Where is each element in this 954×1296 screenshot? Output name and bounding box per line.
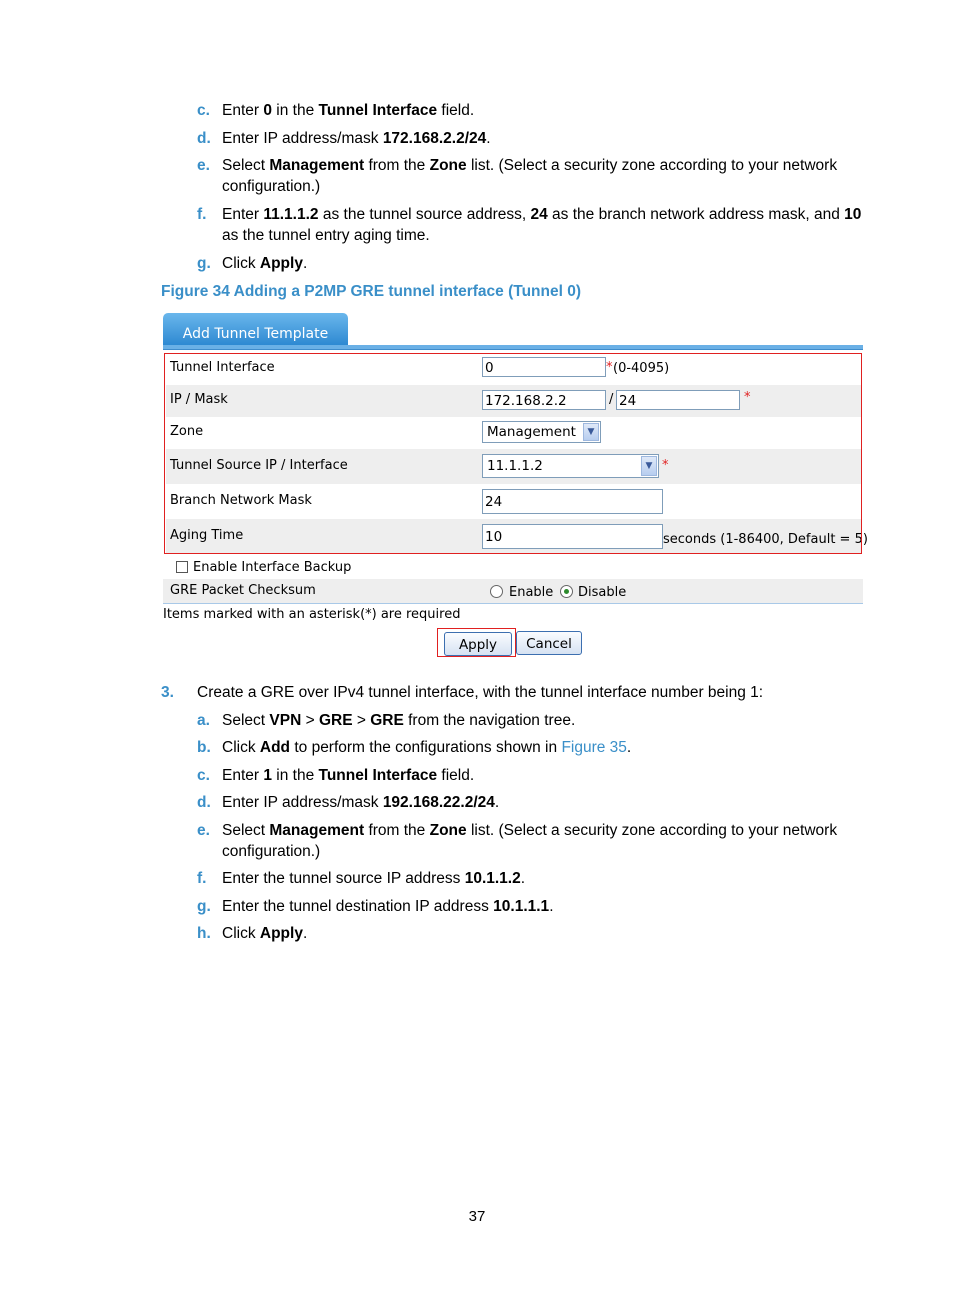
step-letter: c.	[197, 767, 210, 784]
step-text: Select VPN > GRE > GRE from the navigation tree.	[222, 712, 576, 729]
disable-radio-label: Disable	[578, 585, 627, 600]
chevron-down-icon[interactable]: ▼	[583, 423, 599, 441]
required-fields-note: Items marked with an asterisk(*) are required	[163, 607, 461, 622]
ip-mask-separator: /	[609, 392, 614, 407]
step-text: Select Management from the Zone list. (Select a security zone according to your network configuration.)	[222, 822, 838, 860]
step-text: Enter IP address/mask 172.168.2.2/24.	[222, 130, 491, 147]
branch-mask-input[interactable]: 24	[482, 489, 663, 514]
aging-time-label: Aging Time	[170, 528, 244, 543]
step-letter: e.	[197, 822, 210, 839]
ip-address-input[interactable]: 172.168.2.2	[482, 390, 606, 410]
tunnel-interface-input[interactable]: 0	[482, 357, 606, 377]
step-letter: c.	[197, 102, 210, 119]
step-text: Enter IP address/mask 192.168.22.2/24.	[222, 794, 500, 811]
step-letter: g.	[197, 898, 211, 915]
enable-radio[interactable]	[490, 585, 503, 598]
step-text: Select Management from the Zone list. (Select a security zone according to your network configuration.)	[222, 157, 838, 195]
chevron-down-icon[interactable]: ▼	[641, 456, 657, 476]
tunnel-source-label: Tunnel Source IP / Interface	[170, 458, 348, 473]
step-letter: f.	[197, 870, 207, 887]
step-letter: e.	[197, 157, 210, 174]
tunnel-template-form	[160, 312, 868, 662]
cancel-button[interactable]: Cancel	[516, 631, 582, 655]
required-asterisk: *	[744, 390, 751, 405]
step-text: Enter 1 in the Tunnel Interface field.	[222, 767, 475, 784]
step-letter: a.	[197, 712, 210, 729]
step-text: Click Add to perform the configurations shown in Figure 35.	[222, 739, 632, 756]
enable-backup-checkbox[interactable]	[176, 561, 188, 573]
step-letter: g.	[197, 255, 211, 272]
figure-35-link[interactable]: Figure 35	[561, 739, 627, 756]
step-letter: h.	[197, 925, 211, 942]
step-text: Enter 11.1.1.2 as the tunnel source address, 24 as the branch network address mask, and 10 as the tunnel entry aging time.	[222, 206, 862, 244]
disable-radio[interactable]	[560, 585, 573, 598]
required-asterisk: *	[662, 458, 669, 473]
step-letter: d.	[197, 794, 211, 811]
step-text: Click Apply.	[222, 255, 308, 272]
gre-checksum-label: GRE Packet Checksum	[170, 583, 316, 598]
step-text: Enter the tunnel destination IP address 10.1.1.1.	[222, 898, 554, 915]
branch-mask-label: Branch Network Mask	[170, 493, 312, 508]
zone-select-value: Management	[487, 424, 576, 440]
tunnel-interface-label: Tunnel Interface	[170, 360, 275, 375]
ip-mask-label: IP / Mask	[170, 392, 228, 407]
tunnel-interface-range: (0-4095)	[613, 361, 670, 376]
required-asterisk: *	[606, 360, 613, 375]
aging-time-range: seconds (1-86400, Default = 5)	[663, 532, 868, 547]
step-text: Enter 0 in the Tunnel Interface field.	[222, 102, 475, 119]
apply-button[interactable]: Apply	[444, 632, 512, 656]
step-letter: b.	[197, 739, 211, 756]
mask-input[interactable]: 24	[616, 390, 740, 410]
step-text: Create a GRE over IPv4 tunnel interface, with the tunnel interface number being 1:	[197, 684, 764, 701]
step-letter: d.	[197, 130, 211, 147]
enable-radio-label: Enable	[509, 585, 554, 600]
step-number: 3.	[161, 684, 174, 701]
aging-time-input[interactable]: 10	[482, 524, 663, 549]
step-text: Enter the tunnel source IP address 10.1.1.2.	[222, 870, 526, 887]
highlight-frame	[164, 353, 862, 554]
tab-underline	[163, 345, 863, 350]
figure-caption: Figure 34 Adding a P2MP GRE tunnel interface (Tunnel 0)	[161, 283, 581, 300]
zone-label: Zone	[170, 424, 204, 439]
tab-add-tunnel-template[interactable]: Add Tunnel Template	[163, 313, 348, 347]
row-gre-checksum	[163, 579, 863, 604]
page-number: 37	[468, 1208, 486, 1225]
enable-backup-label: Enable Interface Backup	[193, 560, 352, 575]
step-letter: f.	[197, 206, 207, 223]
step-text: Click Apply.	[222, 925, 308, 942]
tunnel-source-value: 11.1.1.2	[487, 458, 543, 474]
